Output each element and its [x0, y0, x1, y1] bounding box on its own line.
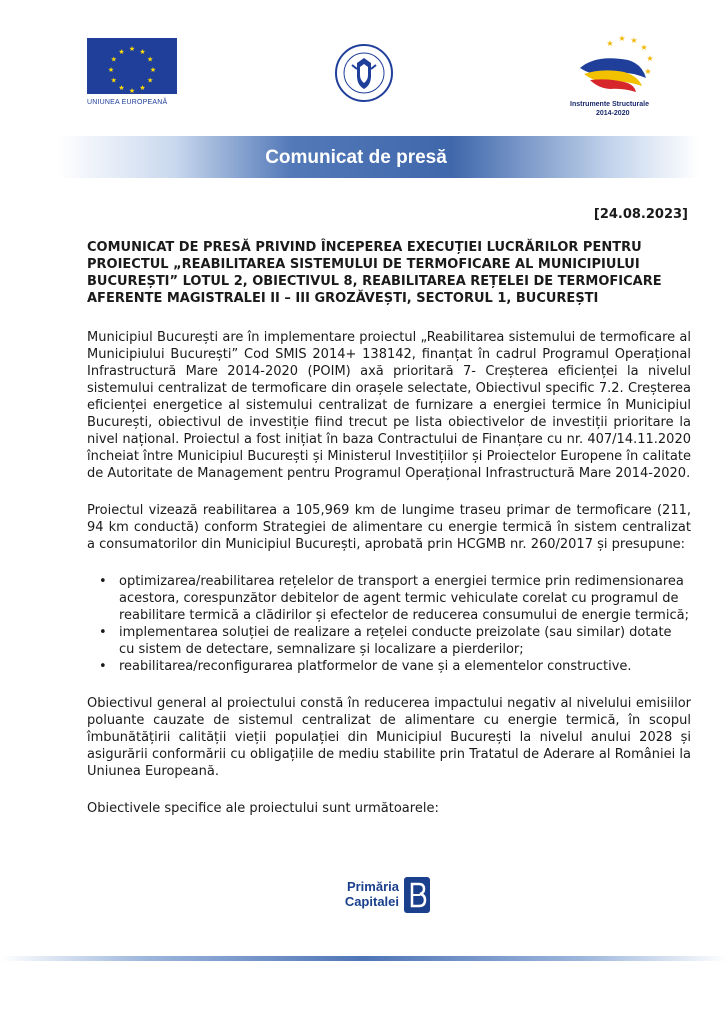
primaria-capitalei-line2: Capitalei	[344, 894, 399, 909]
banner-title: Comunicat de presă	[265, 147, 447, 168]
svg-text:★: ★	[618, 34, 626, 43]
bullet-icon: •	[99, 574, 107, 589]
list-item	[87, 573, 691, 624]
svg-text:★: ★	[118, 84, 125, 93]
svg-text:★: ★	[147, 76, 154, 85]
paragraph-project-scope: Proiectul vizează reabilitarea a 105,969 km de lungime traseu primar de termoficare (211, 94 km conductă) conform Strategiei de alimentare cu energie termică în sistem centralizat a consumatorilor din Municipiul București, aprobată prin HCGMB nr. 260/2017 și presupune:	[87, 503, 691, 552]
list-item-text: implementarea soluției de realizare a rețelei conducte preizolate (sau similar) dotate cu sistem de detectare, semnalizare și localizare a pierderilor;	[119, 625, 672, 657]
svg-text:★: ★	[107, 66, 115, 74]
bullet-icon: •	[99, 659, 107, 674]
government-seal-icon	[334, 43, 394, 103]
structural-instruments-logo	[562, 34, 692, 118]
primaria-capitalei-text	[319, 879, 399, 909]
title-banner	[0, 136, 728, 178]
svg-text:★: ★	[640, 43, 648, 52]
list-item	[87, 624, 691, 658]
release-date: [24.08.2023]	[593, 207, 688, 222]
structural-instruments-icon	[562, 34, 692, 96]
list-item	[87, 658, 691, 675]
svg-text:★: ★	[139, 47, 146, 56]
structural-instruments-caption-line1: Instrumente Structurale	[570, 101, 649, 108]
eu-flag-icon	[87, 38, 177, 94]
footer-divider	[0, 956, 728, 961]
primaria-capitalei-line1: Primăria	[346, 879, 399, 894]
bullet-icon: •	[99, 625, 107, 640]
paragraph-project-implementation: Municipiul București are în implementare proiectul „Reabilitarea sistemului de termoficare al Municipiului București” Cod SMIS 2014+ 138142, finanțat în cadrul Programul Operațional Infrastructură Mare 2014-2020 (POIM) axă prioritară 7- Creșterea eficienței la nivelul sistemului centralizat de termoficare din orașele selectate, Obiectivul specific 7.2. Creșterea eficienței energetice al sistemului centralizat de furnizare a energiei termice în Municipiul București, obiectivul de investiție fiind trecut pe lista obiectivelor de investiții prioritare la nivel național. Proiectul a fost inițiat în baza Contractului de Finanțare cu nr. 407/14.11.2020 încheiat între Municipiul București și Ministerul Investițiilor și Proiectelor Europene în calitate de Autoritate de Management pentru Programul Operațional Infrastructură Mare 2014-2020.	[87, 330, 691, 481]
eu-logo	[87, 38, 177, 106]
list-item-text: optimizarea/reabilitarea rețelelor de transport a energiei termice prin redimensionarea acestora, corespunzător debitelor de agent termic vehiculate corelat cu programul de reabilitare termică a clădirilor și efectelor de reducerea consumului de energie termică;	[119, 574, 689, 623]
scope-bullet-list	[87, 573, 691, 675]
svg-text:★: ★	[630, 36, 638, 45]
svg-text:★: ★	[110, 76, 117, 85]
paragraph-general-objective: Obiectivul general al proiectului constă în reducerea impactului negativ al nivelului emisiilor poluante cauzate de sistemul centralizat de alimentare cu energie termică, în scopul îmbunătățirii calității vieții populației din Municipiul București la nivelul anului 2028 și asigurării conformării cu obligațiile de mediu stabilite prin Tratatul de Aderare al României la Uniunea Europeană.	[87, 696, 691, 779]
press-release-heading: COMUNICAT DE PRESĂ PRIVIND ÎNCEPEREA EXECUȚIEI LUCRĂRILOR PENTRU PROIECTUL „REABILITAREA SISTEMULUI DE TERMOFICARE AL MUNICIPIULUI BUCUREȘTI” LOTUL 2, OBIECTIVUL 8, REABILITAREA REȚELEI DE TERMOFICARE AFERENTE MAGISTRALEI II – III GROZĂVEȘTI, SECTORUL 1, BUCUREȘTI	[87, 240, 662, 306]
eu-caption: UNIUNEA EUROPEANĂ	[87, 99, 168, 106]
paragraph-specific-objectives-intro: Obiectivele specifice ale proiectului sunt următoarele:	[87, 801, 439, 816]
svg-text:★: ★	[606, 39, 614, 48]
structural-instruments-caption	[562, 100, 692, 118]
primaria-capitalei-mark-icon	[404, 877, 430, 913]
primaria-capitalei-logo	[316, 874, 436, 924]
svg-text:★: ★	[128, 45, 136, 53]
svg-text:★: ★	[149, 66, 157, 74]
svg-text:★: ★	[110, 55, 117, 64]
svg-text:★: ★	[118, 47, 125, 56]
svg-text:★: ★	[128, 87, 136, 94]
press-release-body	[87, 239, 691, 837]
svg-text:★: ★	[147, 55, 154, 64]
svg-text:★: ★	[139, 84, 146, 93]
list-item-text: reabilitarea/reconfigurarea platformelor de vane și a elementelor constructive.	[119, 659, 632, 674]
svg-text:★: ★	[644, 67, 652, 76]
structural-instruments-caption-line2: 2014-2020	[596, 110, 630, 117]
svg-text:★: ★	[646, 54, 654, 63]
